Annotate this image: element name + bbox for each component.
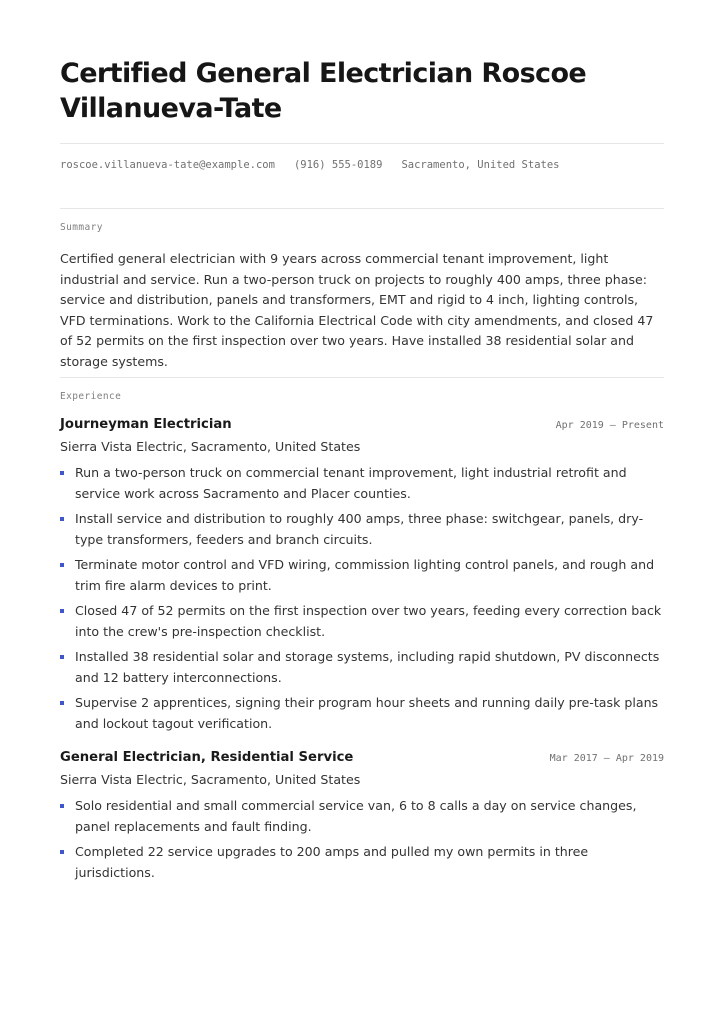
experience-divider [60, 377, 664, 378]
summary-divider [60, 208, 664, 209]
list-item [60, 601, 664, 642]
job-company: Sierra Vista Electric, Sacramento, United States [60, 772, 361, 787]
contact-location: Sacramento, United States [401, 159, 560, 171]
job-entry [60, 750, 664, 888]
list-item [60, 647, 664, 688]
summary-text: Certified general electrician with 9 years across commercial tenant improvement, light industrial and service. Run a two-person truck on projects to roughly 400 amps, three phase: service and distribution, panels and transformers, EMT and rigid to 4 inch, lighting controls, VFD terminations. Work to the California Electrical Code with city amendments, and closed 47 of 52 permits on the first inspection over two years. Have installed 38 residential solar and storage systems. [60, 251, 654, 369]
bullet-text: Installed 38 residential solar and storage systems, including rapid shutdown, PV disconnects and 12 battery interconnections. [75, 649, 660, 685]
contact-line [60, 158, 664, 172]
experience-label: Experience [60, 391, 122, 402]
bullet-icon [60, 563, 64, 567]
list-item [60, 693, 664, 734]
bullet-icon [60, 804, 64, 808]
bullet-text: Run a two-person truck on commercial tenant improvement, light industrial retrofit and service work across Sacramento and Placer counties. [75, 465, 627, 501]
job-header [60, 417, 664, 437]
bullet-icon [60, 517, 64, 521]
job-dates: Mar 2017 – Apr 2019 [549, 753, 664, 764]
bullet-icon [60, 655, 64, 659]
job-company: Sierra Vista Electric, Sacramento, United States [60, 439, 361, 454]
list-item [60, 842, 664, 883]
list-item [60, 463, 664, 504]
bullet-text: Supervise 2 apprentices, signing their program hour sheets and running daily pre-task plans and lockout tagout verification. [75, 695, 659, 731]
bullet-text: Closed 47 of 52 permits on the first inspection over two years, feeding every correction back into the crew's pre-inspection checklist. [75, 603, 662, 639]
page-title: Certified General Electrician Roscoe Villanueva-Tate [60, 58, 587, 124]
bullet-text: Completed 22 service upgrades to 200 amps and pulled my own permits in three jurisdictions. [75, 844, 589, 880]
list-item [60, 509, 664, 550]
job-bullets [60, 463, 664, 734]
job-bullets [60, 796, 664, 883]
bullet-icon [60, 850, 64, 854]
job-dates: Apr 2019 – Present [555, 420, 664, 431]
bullet-icon [60, 471, 64, 475]
bullet-text: Terminate motor control and VFD wiring, commission lighting control panels, and rough and trim fire alarm devices to print. [75, 557, 655, 593]
job-entry [60, 417, 664, 739]
bullet-text: Install service and distribution to roughly 400 amps, three phase: switchgear, panels, dry-type transformers, feeders and branch circuits. [75, 511, 644, 547]
list-item [60, 555, 664, 596]
list-item [60, 796, 664, 837]
bullet-text: Solo residential and small commercial service van, 6 to 8 calls a day on service changes, panel replacements and fault finding. [75, 798, 637, 834]
contact-email[interactable]: roscoe.villanueva-tate@example.com [60, 159, 275, 171]
contact-phone[interactable]: (916) 555-0189 [293, 159, 383, 171]
bullet-icon [60, 609, 64, 613]
header-divider [60, 143, 664, 144]
summary-label: Summary [60, 222, 103, 233]
bullet-icon [60, 701, 64, 705]
job-title: Journeyman Electrician [60, 417, 232, 432]
job-title: General Electrician, Residential Service [60, 750, 354, 765]
job-header [60, 750, 664, 770]
